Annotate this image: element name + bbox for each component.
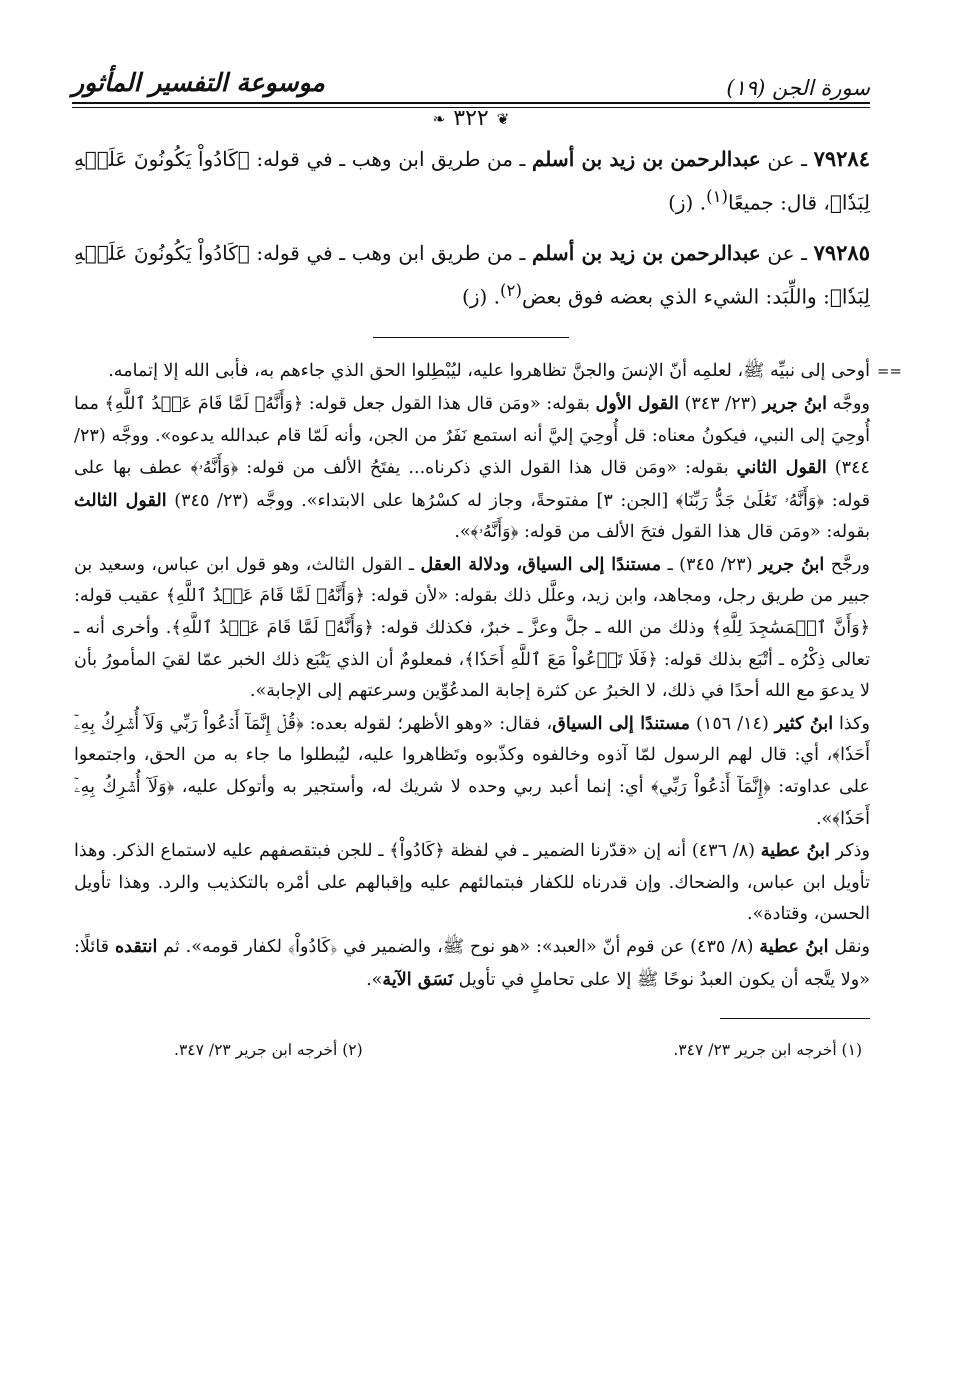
opinion-label: القول الثاني — [736, 457, 827, 479]
entry-number: ٧٩٢٨٥ — [813, 239, 870, 265]
hadith-entry — [72, 234, 870, 316]
header-rule-thick — [72, 102, 870, 104]
entry-text: ـ من طريق ابن وهب ـ في قوله: ﴿كَادُواْ يَكُونُونَ عَلَيۡهِ لِبَدٗا﴾: واللِّبَد: الشيء الذي بعضه فوق بعض — [74, 240, 870, 309]
text-run: (٨/ ٤٣٥) عن قوم أنّ «العبد»: «هو نوح ﷺ، والضمير في ﴿كَادُواْ﴾ لكفار قومه». ثم — [157, 937, 760, 957]
commentary-paragraph — [74, 549, 870, 708]
footnotes — [72, 1039, 870, 1061]
text-run: ورجَّح — [824, 554, 870, 575]
text-run: وكذا — [833, 713, 871, 734]
footnote-divider — [720, 1018, 870, 1019]
emphasis-label: نَسَق الآية — [382, 968, 454, 990]
commentary-paragraph: أوحى إلى نبيِّه ﷺ، لعلمِه أنّ الإنسَ والجنَّ تظاهروا عليه، ليُبْطِلوا الحق الذي جاءهم به، فأبى الله إلا إتمامه. — [108, 361, 870, 382]
text-run: ونقل — [828, 937, 870, 957]
page-number: ٣٢٢ — [453, 106, 489, 131]
opinion-label: القول الأول — [595, 392, 679, 414]
text-run: (٢٣/ ٣٤٣) — [678, 393, 763, 414]
text-run: (١٤/ ١٥٦) — [690, 713, 775, 734]
footnote-marker[interactable]: (٢) — [500, 280, 522, 300]
evidence-label: مستندًا إلى السياق، ودلالة العقل — [420, 553, 662, 575]
page-header — [72, 62, 870, 100]
commentary-paragraph — [74, 835, 870, 931]
book-title: موسوعة التفسير المأثور — [72, 68, 325, 97]
scholar-name: ابنُ جرير — [758, 553, 825, 575]
text-run: ـ القول الثالث، وهو قول ابن عباس، وسعيد بن جبير من طريق رجل، ومجاهد، وابن زيد، وعلَّل ذلك بقوله: «لأن قوله: ﴿وَأَنَّهُۥ لَمَّا قَامَ عَبۡدُ ٱللَّهِ﴾ عقيب قوله: ﴿وَأَنَّ ٱلۡمَسَٰجِدَ لِلَّهِ﴾ وذلك من الله ـ جلَّ وعزَّ ـ خبرٌ، فكذلك قوله: ﴿وَأَنَّهُۥ لَمَّا قَامَ عَبۡدُ ٱللَّهِ﴾. وأخرى أنه ـ تعالى ذِكْرُه ـ أتْبَع بذلك قوله: ﴿فَلَا تَدۡعُواْ مَعَ ٱللَّهِ أَحَدٗا﴾، فمعلومٌ أن الذي يَتْبَع ذلك الخبر عمّا لقيَ المأمورُ بأن لا يدعوَ مع الله أحدًا في ذلك، لا الخبرُ عن كثرة إجابة المدعُوِّين وسرعتهم إلى الإجابة». — [74, 554, 870, 702]
commentary-paragraph — [74, 388, 870, 549]
surah-title: سورة الجن (١٩) — [726, 76, 870, 100]
footnote-item: (٢) أخرجه ابن جرير ٢٣/ ٣٤٧. — [174, 1041, 363, 1060]
commentary-block — [72, 356, 902, 996]
page-number-row — [72, 106, 870, 132]
text-run: (٢٣/ ٣٤٥) ـ — [661, 554, 759, 575]
commentary-paragraph — [74, 708, 870, 835]
entry-source: . (ز) — [462, 284, 500, 309]
document-page — [72, 62, 902, 1352]
commentary-paragraph — [74, 931, 870, 996]
text-run: (٨/ ٤٣٦) أنه إن «قدّرنا الضمير ـ في لفظة ﴿كَادُواْ﴾ ـ للجن فبتقصفهم عليه لاستماع الذكر. وهذا تأويل ابن عباس، والضحاك. وإن قدرناه للكفار فبتمالئهم عليه وإقبالهم على أمْره بالتكذيب والرد. وهذا تأويل الحسن، وقتادة». — [74, 841, 870, 925]
text-run: بقوله: «ومَن قال هذا القول الذي ذكرناه... يفتَحُ الألف من قوله: ﴿وَأَنَّهُۥ﴾ عطف بها على قوله: ﴿وَأَنَّهُۥ تَعَٰلَىٰ جَدُّ رَبِّنَا﴾ [الجن: ٣] مفتوحةً، وجاز له كسْرُها على الابتداء». ووجَّه (٢٣/ ٣٤٥) — [74, 458, 870, 511]
section-divider — [373, 337, 569, 338]
scholar-name: ابنُ جرير — [762, 392, 828, 414]
critique-label: انتقده — [114, 936, 158, 957]
entry-text: ـ من طريق ابن وهب ـ في قوله: ﴿كَادُواْ يَكُونُونَ عَلَيۡهِ لِبَدٗا﴾، قال: جميعًا — [74, 147, 870, 215]
text-run: وذكر — [829, 841, 870, 862]
footnote-item: (١) أخرجه ابن جرير ٢٣/ ٣٤٧. — [673, 1041, 862, 1060]
ornament-icon: ❦ — [496, 110, 510, 128]
text-run: بقوله: «ومَن قال هذا القول جعل قوله: ﴿وَأَنَّهُۥ لَمَّا قَامَ عَبۡدُ ٱللَّهِ﴾ مما أُوحِيَ إلى النبي، فيكونُ معناه: قل أُوحِيَ إليَّ أنه استمع نَفَرٌ من الجن، وأنه لَمّا قام عبدالله يدعوه». ووجَّه (٢٣/ ٣٤٤) — [74, 393, 870, 479]
entry-text: ـ عن — [760, 240, 814, 265]
text-run: ووجَّه — [827, 393, 870, 414]
scholar-name: ابنُ عطية — [759, 936, 829, 957]
footnote-marker[interactable]: (١) — [706, 187, 729, 206]
continuation-mark: == — [876, 362, 902, 381]
entry-narrator: عبدالرحمن بن زيد بن أسلم — [532, 240, 761, 265]
ornament-icon: ❧ — [432, 110, 446, 128]
text-run: ». — [366, 969, 383, 990]
entry-source: . (ز) — [668, 190, 707, 215]
text-run: قائلًا: «ولا يتَّجه أن يكون العبدُ نوحًا ﷺ إلا على تحاملٍ في تأويل — [74, 937, 870, 990]
text-run: بقوله: «ومَن قال هذا القول فتحَ الألف من قوله: ﴿وَأَنَّهُۥ﴾». — [454, 522, 870, 543]
scholar-name: ابنُ عطية — [760, 840, 830, 862]
entry-number: ٧٩٢٨٤ — [813, 146, 870, 171]
hadith-entry — [72, 140, 870, 222]
entry-narrator: عبدالرحمن بن زيد بن أسلم — [532, 147, 761, 171]
entry-text: ـ عن — [760, 147, 814, 171]
scholar-name: ابنُ كثير — [774, 712, 834, 734]
evidence-label: مستندًا إلى السياق — [552, 712, 691, 734]
text-run: ، فقال: «وهو الأظهر؛ لقوله بعده: ﴿قُلۡ إِنَّمَآ أَدۡعُواْ رَبِّي وَلَآ أُشۡرِكُ بِهِۦٓ أَحَدٗا﴾، أي: قال لهم الرسول لمّا آذوه وخالفوه وكذّبوه وتَظاهروا عليه، ليُبطلوا ما جاء به من الحق، واجتمعوا على عداوته: ﴿إِنَّمَآ أَدۡعُواْ رَبِّي﴾ أي: إنما أعبد ربي وحده لا شريك له، وأستجير به وأتوكل عليه، ﴿وَلَآ أُشۡرِكُ بِهِۦٓ أَحَدٗا﴾». — [74, 713, 870, 829]
opinion-label: القول الثالث — [74, 489, 167, 511]
